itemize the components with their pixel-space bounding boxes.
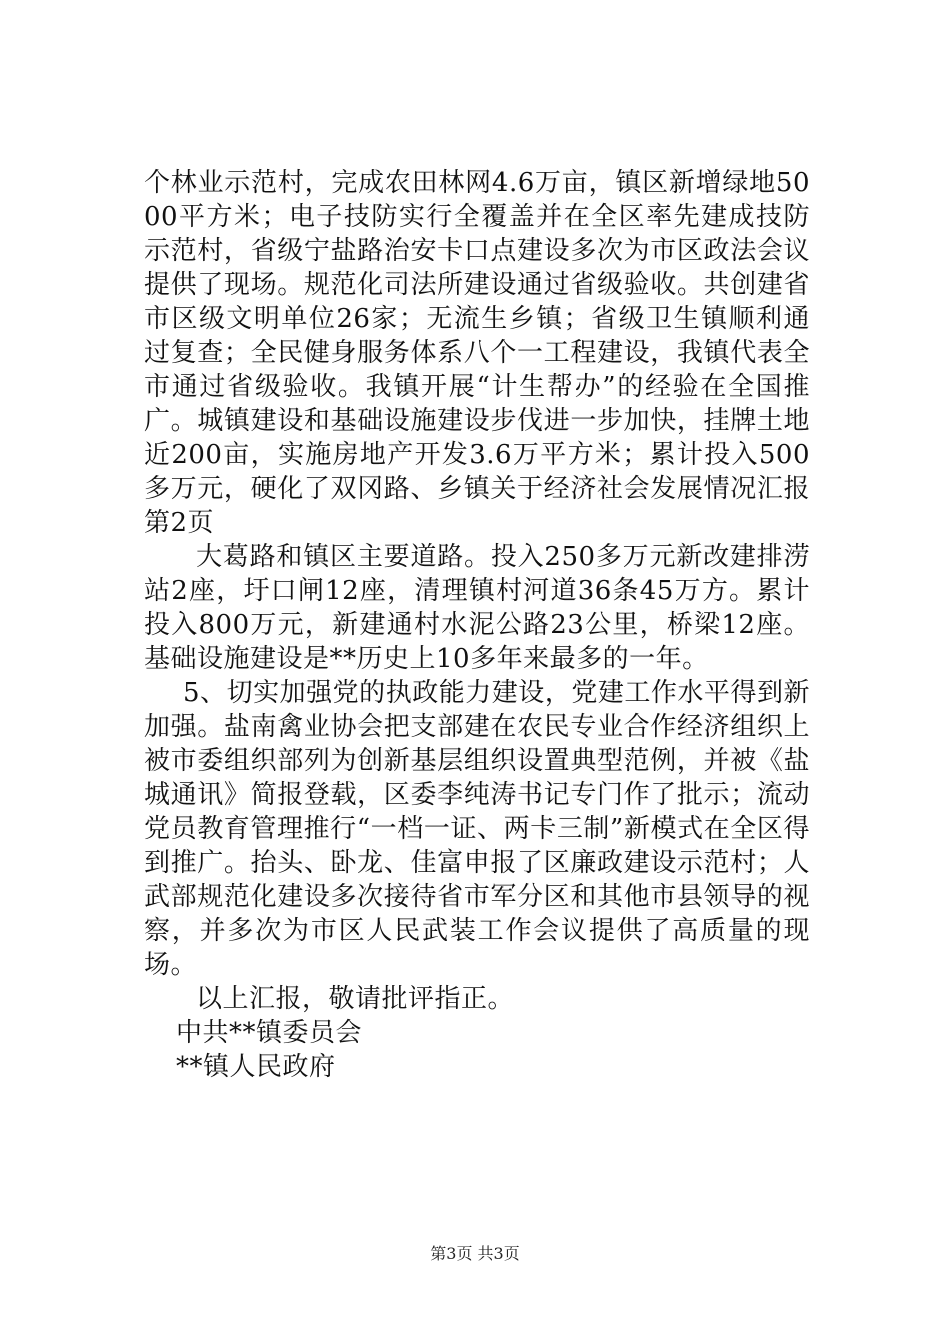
paragraph-party-building: 5、切实加强党的执政能力建设，党建工作水平得到新加强。盐南禽业协会把支部建在农民专业合作经济组织上被市委组织部列为创新基层组织设置典型范例，并被《盐城通讯》简报登载，区委李纯涛书记专门作了批示；流动党员教育管理推行“一档一证、两卡三制”新模式在全区得到推广。抬头、卧龙、佳富申报了区廉政建设示范村；人武部规范化建设多次接待省市军分区和其他市县领导的视察，并多次为市区人民武装工作会议提供了高质量的现场。 bbox=[144, 678, 810, 980]
paragraph-closing: 以上汇报，敬请批评指正。 bbox=[196, 984, 515, 1014]
document-body bbox=[144, 166, 810, 1084]
signature-town-government: **镇人民政府 bbox=[176, 1052, 336, 1082]
page-number-footer: 第3页 共3页 bbox=[430, 1244, 520, 1263]
paragraph-infrastructure: 大葛路和镇区主要道路。投入250多万元新改建排涝站2座，圩口闸12座，清理镇村河道36条45万方。累计投入800万元，新建通村水泥公路23公里，桥梁12座。基础设施建设是**历史上10多年来最多的一年。 bbox=[144, 542, 810, 674]
paragraph-forestry-and-construction: 个林业示范村，完成农田林网4.6万亩，镇区新增绿地5000平方米；电子技防实行全覆盖并在全区率先建成技防示范村，省级宁盐路治安卡口点建设多次为市区政法会议提供了现场。规范化司法所建设通过省级验收。共创建省市区级文明单位26家；无流生乡镇；省级卫生镇顺利通过复查；全民健身服务体系八个一工程建设，我镇代表全市通过省级验收。我镇开展“计生帮办”的经验在全国推广。城镇建设和基础设施建设步伐进一步加快，挂牌土地近200亩，实施房地产开发3.6万平方米；累计投入500多万元，硬化了双冈路、乡镇关于经济社会发展情况汇报第2页 bbox=[144, 168, 810, 538]
signature-party-committee: 中共**镇委员会 bbox=[176, 1018, 363, 1048]
